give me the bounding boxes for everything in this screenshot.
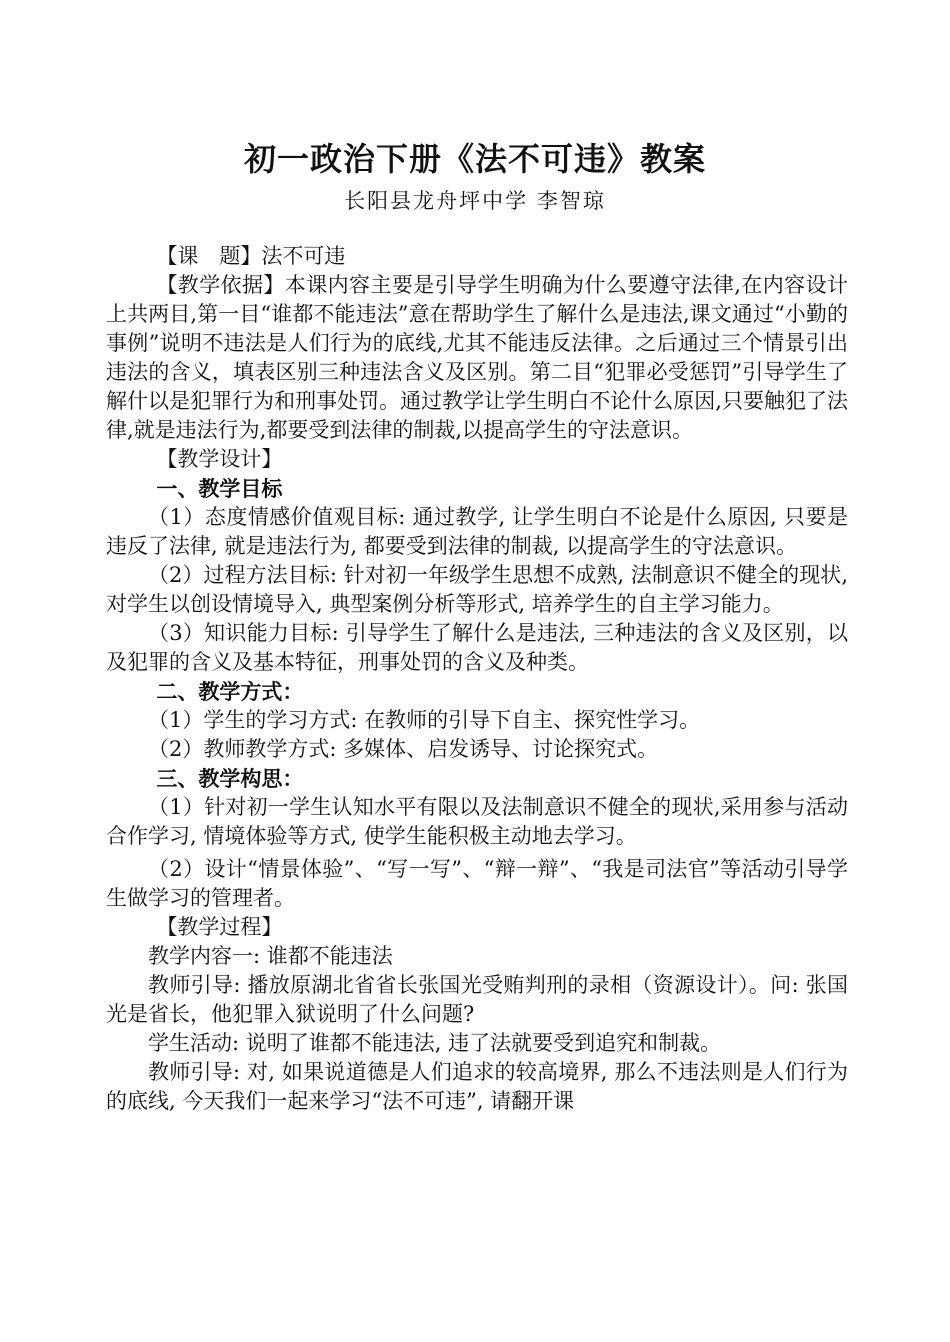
method-paragraph: （2）教师教学方式: 多媒体、启发诱导、讨论探究式。	[148, 737, 659, 761]
process-paragraph: 教师引导: 对, 如果说道德是人们追求的较高境界, 那么不违法则是人们行为的底线, 今天我们一起来学习“法不可违”, 请翻开课	[106, 1060, 848, 1113]
concept-paragraph: （2）设计“情景体验”、“写一写”、“辩一辩”、“我是司法官”等活动引导学生做学习的管理者。	[106, 857, 848, 910]
process-paragraph: 学生活动: 说明了谁都不能违法, 违了法就要受到追究和制裁。	[148, 1031, 722, 1055]
section-heading-methods: 二、教学方式：	[156, 679, 304, 704]
section-heading-goals: 一、教学目标	[156, 476, 283, 501]
document-author: 长阳县龙舟坪中学 李智琼	[344, 189, 606, 213]
concept-paragraph: （1）针对初一学生认知水平有限以及法制意识不健全的现状,采用参与活动合作学习, 情境体验等方式, 使学生能积极主动地去学习。	[106, 795, 848, 848]
document-title: 初一政治下册《法不可违》教案	[243, 140, 706, 178]
teaching-process-heading: 【教学过程】	[156, 915, 283, 939]
process-paragraph: 教师引导: 播放原湖北省省长张国光受贿判刑的录相（资源设计）。问: 张国光是省长，他犯罪入狱说明了什么问题?	[106, 973, 848, 1026]
process-paragraph: 教学内容一: 谁都不能违法	[148, 944, 393, 968]
section-heading-concept: 三、教学构思：	[156, 766, 304, 791]
goal-paragraph: （3）知识能力目标: 引导学生了解什么是违法, 三种违法的含义及区别，以及犯罪的含义及基本特征，刑事处罚的含义及种类。	[106, 621, 848, 674]
goal-paragraph: （2）过程方法目标: 针对初一年级学生思想不成熟, 法制意识不健全的现状, 对学生以创设情境导入, 典型案例分析等形式, 培养学生的自主学习能力。	[106, 563, 848, 616]
document-body	[106, 242, 848, 1116]
method-paragraph: （1）学生的学习方式: 在教师的引导下自主、探究性学习。	[148, 708, 701, 732]
teaching-design-heading: 【教学设计】	[156, 447, 283, 471]
topic-line: 【课 题】法不可违	[156, 244, 346, 268]
teaching-basis-paragraph: 【教学依据】本课内容主要是引导学生明确为什么要遵守法律,在内容设计上共两目,第一目“谁都不能违法”意在帮助学生了解什么是违法,课文通过“小勤的事例”说明不违法是人们行为的底线,尤其不能违反法律。之后通过三个情景引出违法的含义，填表区别三种违法含义及区别。第二目“犯罪必受惩罚”引导学生了解什以是犯罪行为和刑事处罚。通过教学让学生明白不论什么原因,只要触犯了法律,就是违法行为,都要受到法律的制裁,以提高学生的守法意识。	[106, 273, 848, 442]
goal-paragraph: （1）态度情感价值观目标: 通过教学, 让学生明白不论是什么原因, 只要是违反了法律, 就是违法行为, 都要受到法律的制裁, 以提高学生的守法意识。	[106, 505, 848, 558]
